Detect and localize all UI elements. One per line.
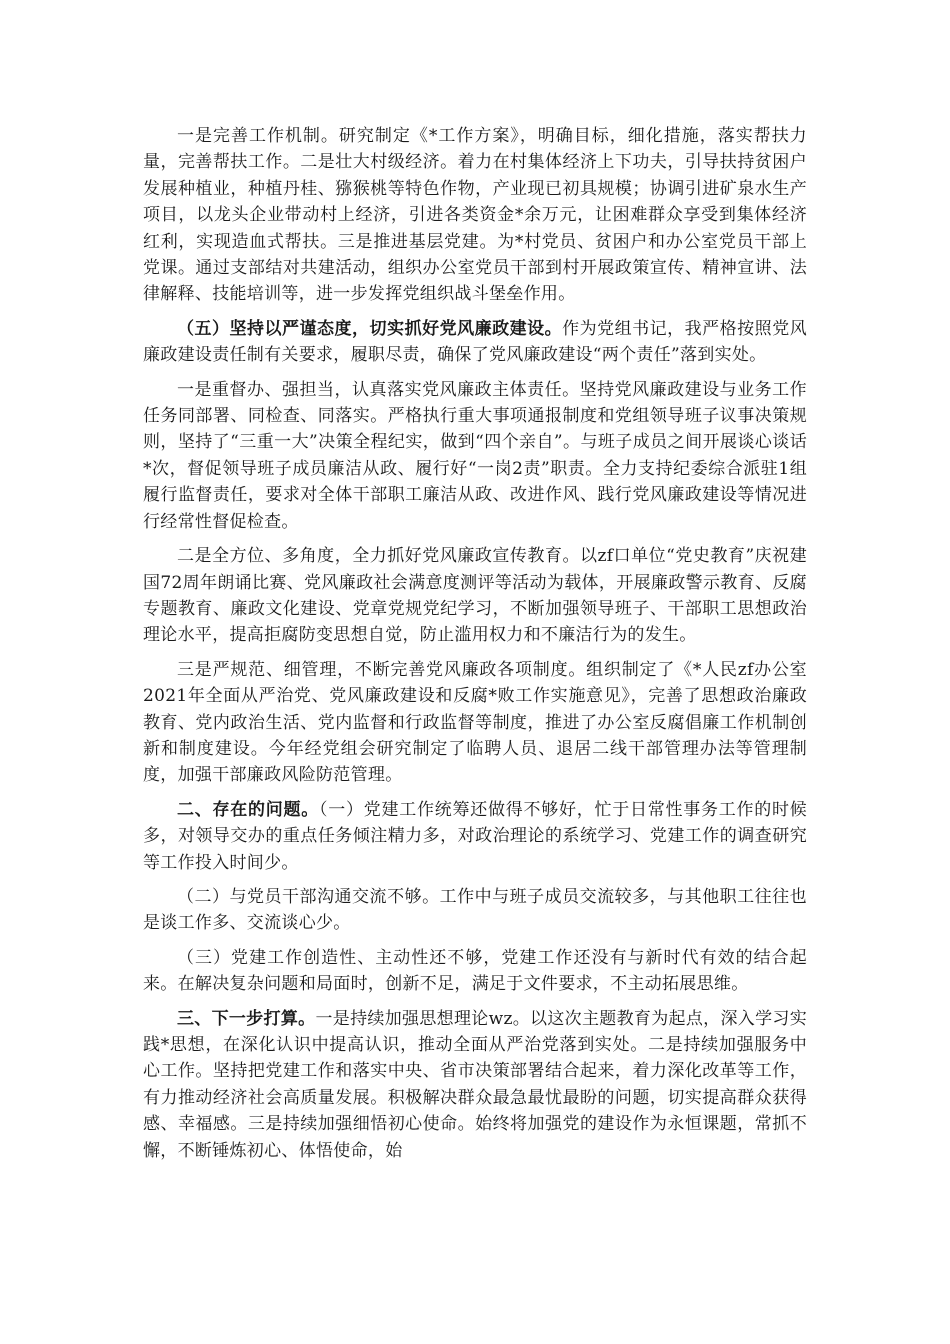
paragraph-3 bbox=[143, 377, 807, 535]
paragraph-6-text: （一）党建工作统筹还做得不够好，忙于日常性事务工作的时候多，对领导交办的重点任务倾注精力多，对政治理论的系统学习、党建工作的调查研究等工作投入时间少。 bbox=[143, 799, 808, 873]
section-heading-wu: （五）坚持以严谨态度，切实抓好党风廉政建设。 bbox=[177, 318, 563, 339]
paragraph-7 bbox=[143, 884, 807, 937]
paragraph-2 bbox=[143, 316, 807, 369]
paragraph-9-text: 一是持续加强思想理论wz。以这次主题教育为起点，深入学习实践*思想，在深化认识中提高认识，推动全面从严治党落到实处。二是持续加强服务中心工作。坚持把党建工作和落实中央、省市决策部署结合起来，着力深化改革等工作，有力推动经济社会高质量发展。积极解决群众最急最忧最盼的问题，切实提高群众获得感、幸福感。三是持续加强细悟初心使命。始终将加强党的建设作为永恒课题，常抓不懈，不断锤炼初心、体悟使命，始 bbox=[143, 1008, 807, 1161]
paragraph-1-text: 一是完善工作机制。研究制定《*工作方案》，明确目标，细化措施，落实帮扶力量，完善帮扶工作。二是壮大村级经济。着力在村集体经济上下功夫，引导扶持贫困户发展种植业，种植丹桂、猕猴桃等特色作物，产业现已初具规模；协调引进矿泉水生产项目，以龙头企业带动村上经济，引进各类资金*余万元，让困难群众享受到集体经济红利，实现造血式帮扶。三是推进基层党建。为*村党员、贫困户和办公室党员干部上党课。通过支部结对共建活动，组织办公室党员干部到村开展政策宣传、精神宣讲、法律解释、技能培训等，进一步发挥党组织战斗堡垒作用。 bbox=[143, 126, 807, 305]
paragraph-5 bbox=[143, 657, 807, 789]
paragraph-4 bbox=[143, 543, 807, 649]
paragraph-8 bbox=[143, 945, 807, 998]
paragraph-2-text: 作为党组书记，我严格按照党风廉政建设责任制有关要求，履职尽责，确保了党风廉政建设“两个责任”落到实处。 bbox=[143, 318, 807, 366]
paragraph-5-text: 三是严规范、细管理，不断完善党风廉政各项制度。组织制定了《*人民zf办公室2021年全面从严治党、党风廉政建设和反腐*败工作实施意见》，完善了思想政治廉政教育、党内政治生活、党内监督和行政监督等制度，推进了办公室反腐倡廉工作机制创新和制度建设。今年经党组会研究制定了临聘人员、退居二线干部管理办法等管理制度，加强干部廉政风险防范管理。 bbox=[143, 659, 807, 786]
section-heading-problems: 二、存在的问题。 bbox=[177, 799, 319, 820]
paragraph-1 bbox=[143, 123, 807, 308]
paragraph-8-text: （三）党建工作创造性、主动性还不够，党建工作还没有与新时代有效的结合起来。在解决复杂问题和局面时，创新不足，满足于文件要求，不主动拓展思维。 bbox=[143, 947, 807, 995]
paragraph-6 bbox=[143, 797, 807, 876]
paragraph-3-text: 一是重督办、强担当，认真落实党风廉政主体责任。坚持党风廉政建设与业务工作任务同部署、同检查、同落实。严格执行重大事项通报制度和党组领导班子议事决策规则，坚持了“三重一大”决策全程纪实，做到“四个亲自”。与班子成员之间开展谈心谈话*次，督促领导班子成员廉洁从政、履行好“一岗2责”职责。全力支持纪委综合派驻1组履行监督责任，要求对全体干部职工廉洁从政、改进作风、践行党风廉政建设等情况进行经常性督促检查。 bbox=[143, 379, 807, 532]
paragraph-7-text: （二）与党员干部沟通交流不够。工作中与班子成员交流较多，与其他职工往往也是谈工作多、交流谈心少。 bbox=[143, 886, 807, 934]
paragraph-9 bbox=[143, 1006, 807, 1164]
document-page bbox=[143, 123, 807, 1172]
paragraph-4-text: 二是全方位、多角度，全力抓好党风廉政宣传教育。以zf口单位“党史教育”庆祝建国72周年朗诵比赛、党风廉政社会满意度测评等活动为载体，开展廉政警示教育、反腐专题教育、廉政文化建设、党章党规党纪学习，不断加强领导班子、干部职工思想政治理论水平，提高拒腐防变思想自觉，防止滥用权力和不廉洁行为的发生。 bbox=[143, 546, 807, 646]
section-heading-next-steps: 三、下一步打算。 bbox=[177, 1008, 316, 1029]
